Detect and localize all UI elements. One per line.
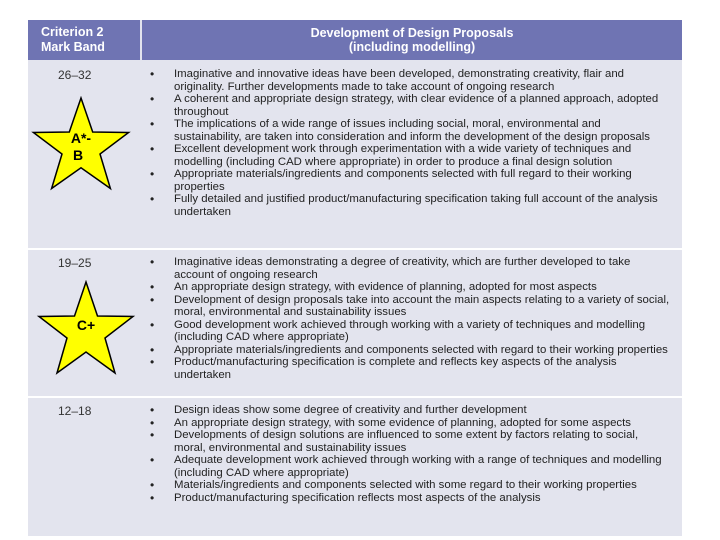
band-12-18 <box>28 398 682 536</box>
list-item: • Development of design proposals take into account the main aspects relating to a variety of social, moral, environmental and sustainability issues <box>148 294 670 319</box>
list-item: • Developments of design solutions are influenced to some extent by factors relating to social, moral, environmental and sustainability issues <box>148 429 670 454</box>
list-item: • Excellent development work through experimentation with a wide variety of techniques and modelling (including CAD where appropriate) in order to produce a final design solution <box>148 143 670 168</box>
table-header <box>28 20 682 60</box>
band-criteria-list <box>148 68 670 218</box>
list-item: • The implications of a wide range of issues including social, moral, environmental and sustainability, are taken into consideration and inform the development of the design proposals <box>148 118 670 143</box>
list-item: • Imaginative and innovative ideas have been developed, demonstrating creativity, flair and originality. Further developments made to take account of ongoing research <box>148 68 670 93</box>
star-grade-line2: B <box>72 147 84 163</box>
band-range: 12–18 <box>58 404 92 418</box>
list-item: • Appropriate materials/ingredients and components selected with regard to their working properties <box>148 344 670 357</box>
list-item: • Product/manufacturing specification reflects most aspects of the analysis <box>148 492 670 505</box>
list-item: • Good development work achieved through working with a variety of techniques and modelling (including CAD where appropriate) <box>148 319 670 344</box>
list-item: • A coherent and appropriate design strategy, with clear evidence of a planned approach, adopted throughout <box>148 93 670 118</box>
list-item: • Appropriate materials/ingredients and components selected with full regard to their working properties <box>148 168 670 193</box>
header-right-cell <box>142 20 682 60</box>
header-subtitle: (including modelling) <box>348 40 476 54</box>
star-grade-line1: A*- <box>70 130 92 146</box>
grade-star-icon <box>28 96 134 196</box>
grade-star-icon <box>34 280 138 380</box>
star-grade-line1: C+ <box>76 317 96 333</box>
header-left-cell <box>28 20 151 60</box>
list-item: • Materials/ingredients and components selected with some regard to their working properties <box>148 479 670 492</box>
mark-band-label: Mark Band <box>41 40 105 54</box>
band-criteria-list <box>148 256 670 381</box>
list-item: • Imaginative ideas demonstrating a degree of creativity, which are further developed to take account of ongoing research <box>148 256 670 281</box>
list-item: • An appropriate design strategy, with evidence of planning, adopted for most aspects <box>148 281 670 294</box>
band-range: 26–32 <box>58 68 92 82</box>
band-criteria-list <box>148 404 670 504</box>
list-item: • Fully detailed and justified product/manufacturing specification taking full account of the analysis undertaken <box>148 193 670 218</box>
header-title: Development of Design Proposals <box>310 26 514 40</box>
list-item: • Product/manufacturing specification is complete and reflects key aspects of the analysis undertaken <box>148 356 670 381</box>
list-item: • An appropriate design strategy, with some evidence of planning, adopted for some aspects <box>148 417 670 430</box>
list-item: • Design ideas show some degree of creativity and further development <box>148 404 670 417</box>
band-range: 19–25 <box>58 256 92 270</box>
criterion-label: Criterion 2 <box>41 25 104 39</box>
list-item: • Adequate development work achieved through working with a range of techniques and modelling (including CAD where appropriate) <box>148 454 670 479</box>
